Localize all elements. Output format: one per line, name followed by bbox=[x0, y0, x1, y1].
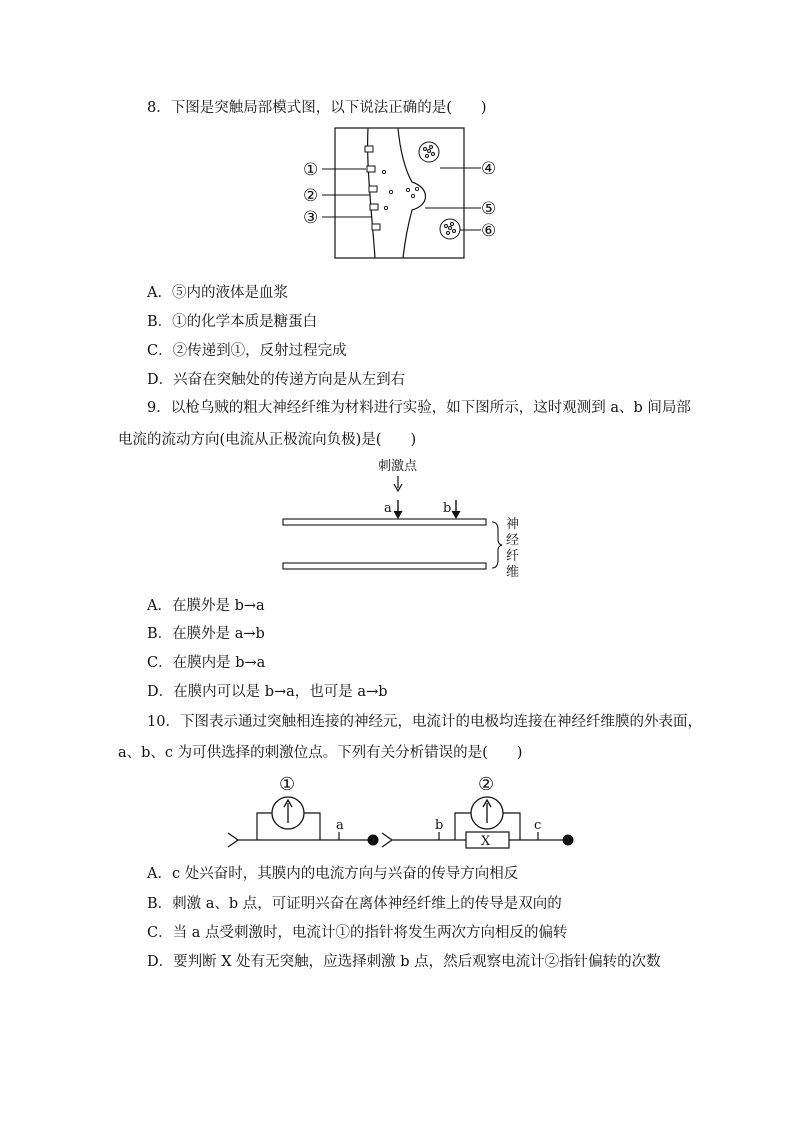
q10-dendrite-left bbox=[228, 833, 238, 847]
q9-fiber-label-3: 纤 bbox=[506, 549, 520, 564]
q8-label-5: ⑤ bbox=[481, 199, 497, 219]
q10-meter2-label: ② bbox=[478, 774, 495, 795]
q9-point-b: b bbox=[443, 501, 452, 516]
q10-option-b[interactable]: B．刺激 a、b 点，可证明兴奋在离体神经纤维上的传导是双向的 bbox=[147, 896, 562, 912]
q10-option-c[interactable]: C．当 a 点受刺激时，电流计①的指针将发生两次方向相反的偏转 bbox=[147, 925, 568, 941]
q10-point-c: c bbox=[534, 818, 542, 833]
q10-stem-line1: 10．下图表示通过突触相连接的神经元，电流计的电极均连接在神经纤维膜的外表面， bbox=[147, 714, 702, 730]
q10-point-b: b bbox=[435, 818, 444, 833]
q8-stem: 8．下图是突触局部模式图，以下说法正确的是( ) bbox=[147, 100, 487, 116]
q8-label-1: ① bbox=[303, 160, 319, 180]
q8-label-4: ④ bbox=[481, 159, 497, 179]
q9-stimulus-label: 刺激点 bbox=[378, 459, 418, 474]
q8-option-d[interactable]: D．兴奋在突触处的传递方向是从左到右 bbox=[147, 372, 406, 388]
q8-option-a[interactable]: A．⑤内的液体是血浆 bbox=[147, 285, 288, 301]
q8-option-b[interactable]: B．①的化学本质是糖蛋白 bbox=[147, 314, 318, 330]
q10-terminal-right bbox=[563, 835, 574, 846]
q9-option-d[interactable]: D．在膜内可以是 b→a，也可是 a→b bbox=[147, 684, 388, 700]
q8-label-6: ⑥ bbox=[481, 221, 497, 241]
q9-stem-line2: 电流的流动方向(电流从正极流向负极)是( ) bbox=[118, 432, 417, 448]
q9-option-b[interactable]: B．在膜外是 a→b bbox=[147, 626, 265, 642]
q9-fiber-label-4: 维 bbox=[506, 565, 520, 580]
q10-stem-line2: a、b、c 为可供选择的刺激位点。下列有关分析错误的是( ) bbox=[118, 745, 523, 761]
q8-label-2: ② bbox=[303, 186, 319, 206]
q9-point-a: a bbox=[384, 501, 392, 516]
q10-terminal-left bbox=[368, 835, 379, 846]
q9-fiber-label-1: 神 bbox=[506, 517, 520, 532]
q9-option-a[interactable]: A．在膜外是 b→a bbox=[147, 598, 265, 614]
q8-label-3: ③ bbox=[303, 208, 319, 228]
q9-option-c[interactable]: C．在膜内是 b→a bbox=[147, 655, 266, 671]
q10-dendrite-right bbox=[382, 833, 392, 847]
q10-point-a: a bbox=[336, 818, 344, 833]
q10-x-label: X bbox=[481, 834, 491, 849]
q10-meter1-label: ① bbox=[279, 774, 296, 795]
q9-fiber-label-2: 经 bbox=[506, 533, 520, 548]
q10-option-a[interactable]: A．c 处兴奋时，其膜内的电流方向与兴奋的传导方向相反 bbox=[147, 866, 519, 882]
q9-stem-line1: 9．以枪乌贼的粗大神经纤维为材料进行实验，如下图所示，这时观测到 a、b 间局部 bbox=[147, 400, 691, 416]
q10-option-d[interactable]: D．要判断 X 处有无突触，应选择刺激 b 点，然后观察电流计②指针偏转的次数 bbox=[147, 954, 661, 970]
q8-option-c[interactable]: C．②传递到①，反射过程完成 bbox=[147, 343, 347, 359]
